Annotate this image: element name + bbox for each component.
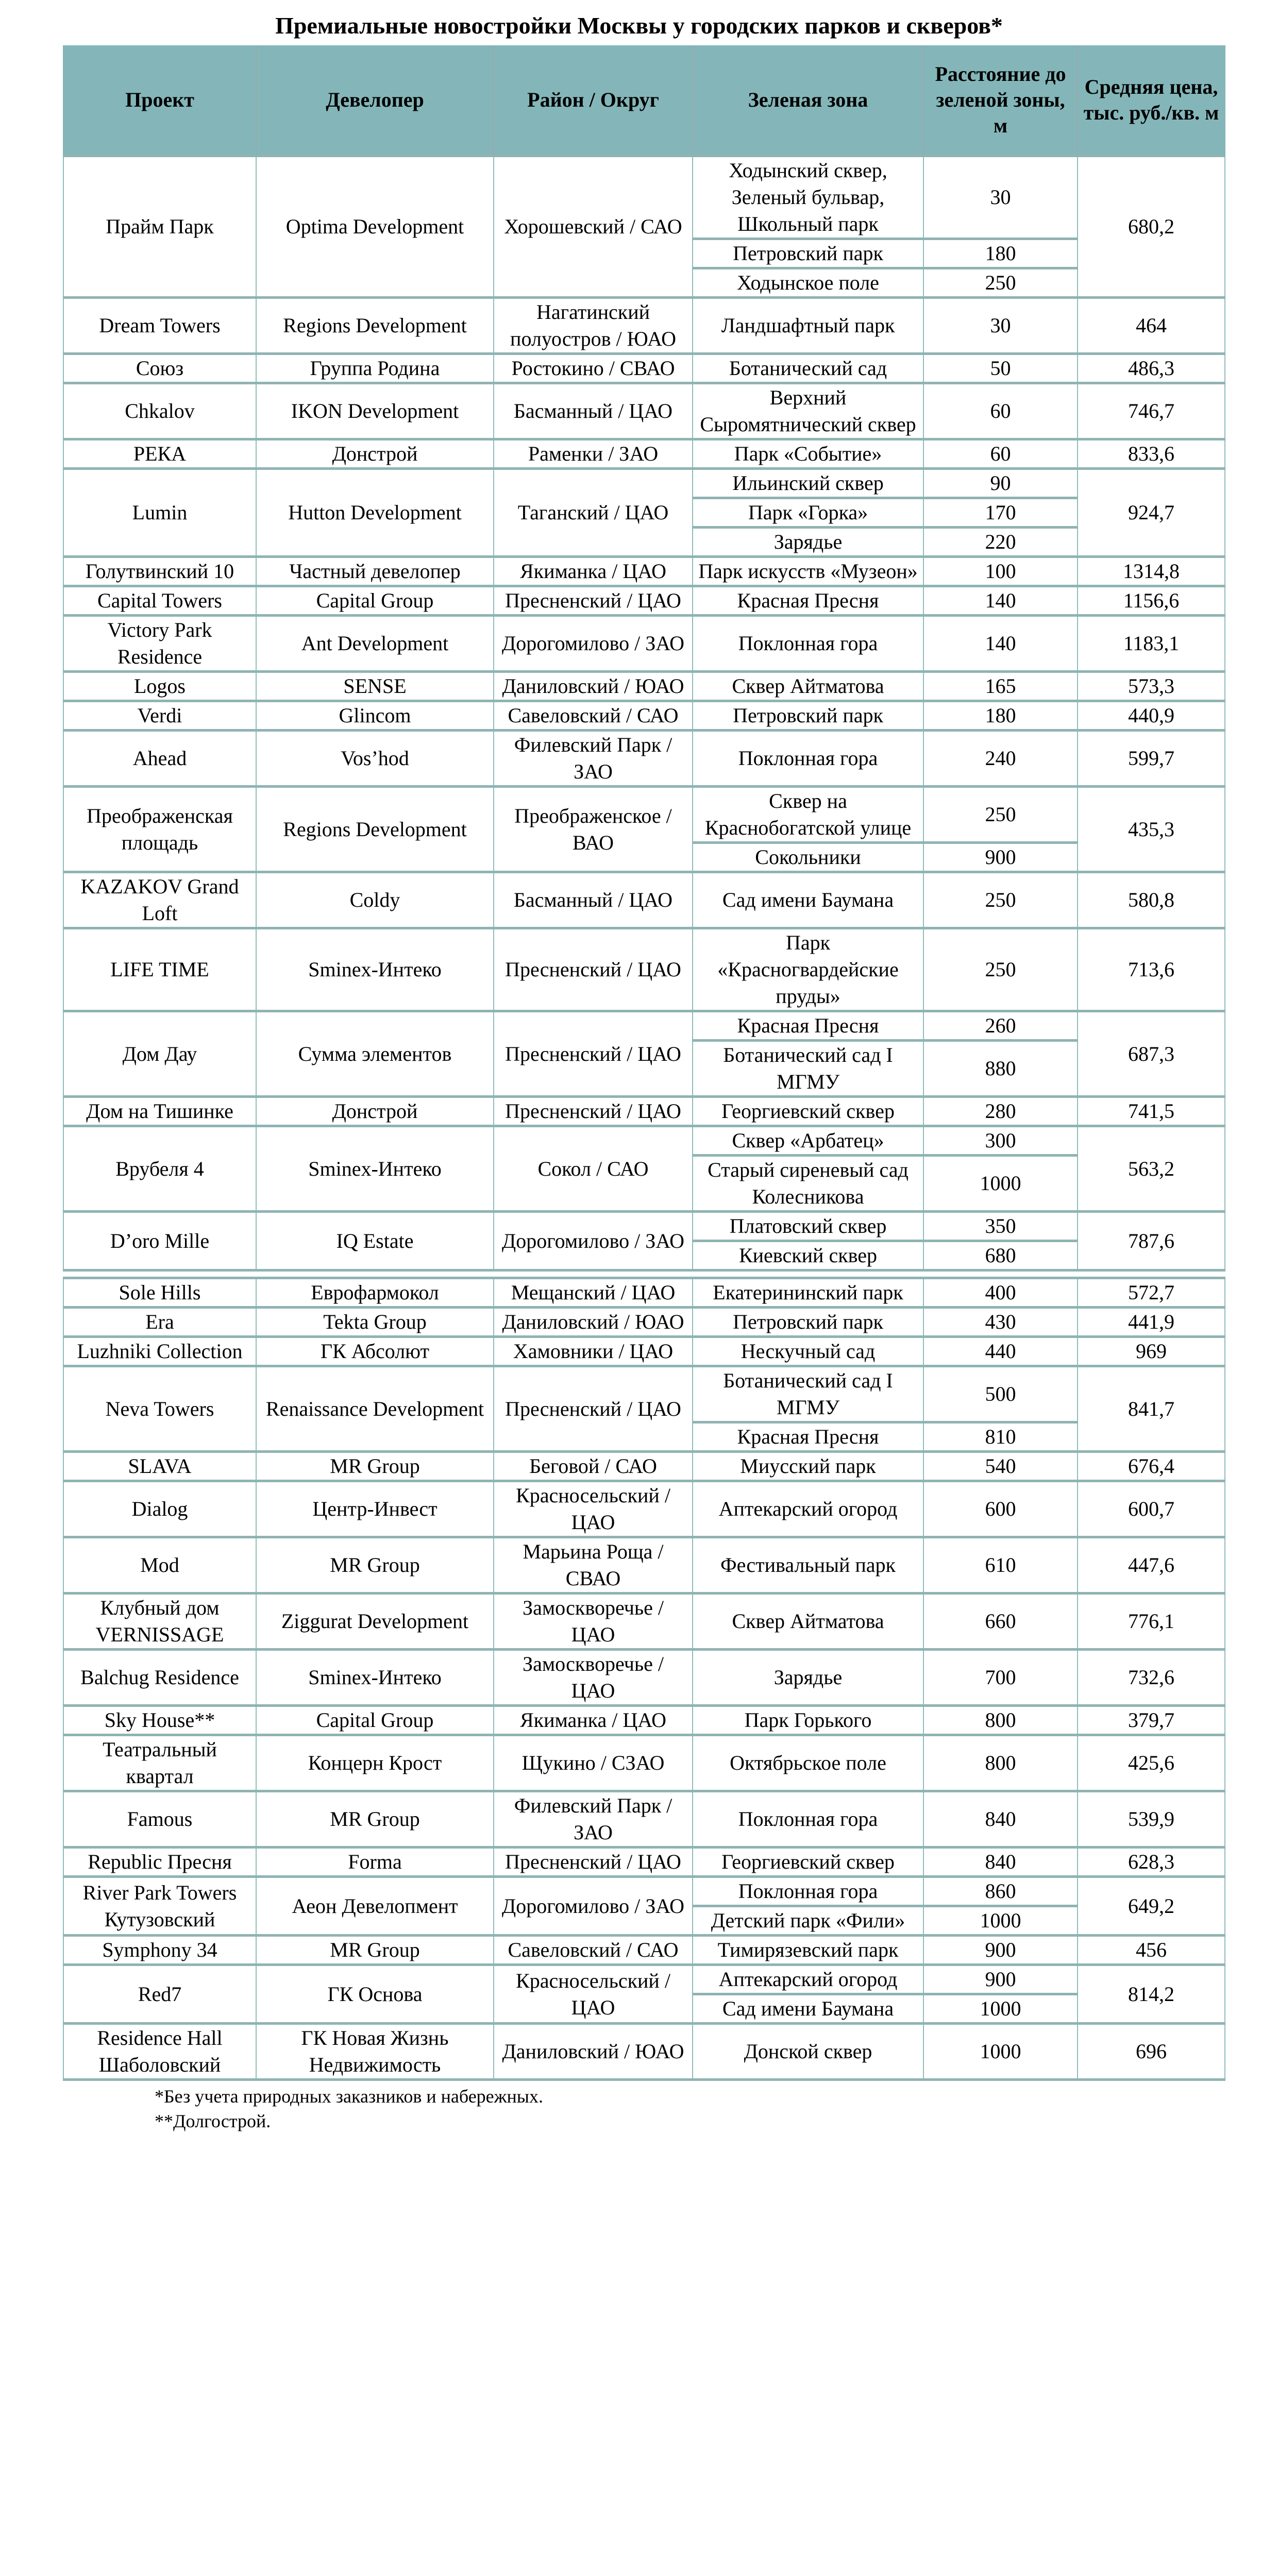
price-cell: 600,7	[1078, 1481, 1225, 1537]
project-cell: Прайм Парк	[63, 156, 256, 298]
developer-cell: ГК Основа	[256, 1965, 494, 2024]
green-zone-cell: Тимирязевский парк	[693, 1936, 923, 1965]
price-cell: 599,7	[1078, 731, 1225, 787]
table-row	[63, 928, 1225, 1011]
project-cell: Chkalov	[63, 383, 256, 439]
price-cell: 456	[1078, 1936, 1225, 1965]
table-row	[63, 672, 1225, 701]
new-buildings-table	[63, 45, 1225, 2081]
green-zone-cell: Сквер Айтматова	[693, 672, 923, 701]
distance-cell: 400	[923, 1278, 1078, 1308]
developer-cell: Hutton Development	[256, 469, 494, 557]
developer-cell: SENSE	[256, 672, 494, 701]
table-row	[63, 1791, 1225, 1848]
green-zone-cell: Парк Горького	[693, 1706, 923, 1735]
district-cell: Басманный / ЦАО	[494, 872, 693, 928]
project-cell: РЕКА	[63, 439, 256, 469]
price-cell: 741,5	[1078, 1097, 1225, 1126]
project-cell: Клубный дом VERNISSAGE	[63, 1594, 256, 1650]
table-row	[63, 354, 1225, 383]
green-zone-cell: Аптекарский огород	[693, 1481, 923, 1537]
district-cell: Хорошевский / САО	[494, 156, 693, 298]
table-row	[63, 439, 1225, 469]
project-cell: Врубеля 4	[63, 1126, 256, 1212]
district-cell: Пресненский / ЦАО	[494, 1366, 693, 1452]
developer-cell: Renaissance Development	[256, 1366, 494, 1452]
green-zone-cell: Петровский парк	[693, 1308, 923, 1337]
table-row	[63, 616, 1225, 672]
price-cell: 425,6	[1078, 1735, 1225, 1791]
project-cell: Republic Пресня	[63, 1848, 256, 1877]
green-zone-cell: Фестивальный парк	[693, 1537, 923, 1594]
price-cell: 464	[1078, 298, 1225, 354]
green-zone-cell: Парк «Событие»	[693, 439, 923, 469]
distance-cell: 600	[923, 1481, 1078, 1537]
district-cell: Хамовники / ЦАО	[494, 1337, 693, 1366]
green-zone-cell: Георгиевский сквер	[693, 1848, 923, 1877]
green-zone-cell: Зарядье	[693, 528, 923, 557]
developer-cell: Группа Родина	[256, 354, 494, 383]
table-row	[63, 1278, 1225, 1308]
developer-cell: Forma	[256, 1848, 494, 1877]
distance-cell: 250	[923, 268, 1078, 298]
developer-cell: ГК Новая Жизнь Недвижимость	[256, 2024, 494, 2080]
distance-cell: 1000	[923, 2024, 1078, 2080]
distance-cell: 860	[923, 1877, 1078, 1906]
project-cell: Victory Park Residence	[63, 616, 256, 672]
table-row	[63, 1848, 1225, 1877]
project-cell: Sole Hills	[63, 1278, 256, 1308]
column-header-green-zone: Зеленая зона	[693, 45, 923, 156]
price-cell: 1183,1	[1078, 616, 1225, 672]
distance-cell: 440	[923, 1337, 1078, 1366]
project-cell: Dialog	[63, 1481, 256, 1537]
developer-cell: Аеон Девелопмент	[256, 1877, 494, 1936]
project-cell: Lumin	[63, 469, 256, 557]
price-cell: 1314,8	[1078, 557, 1225, 586]
distance-cell: 30	[923, 298, 1078, 354]
green-zone-cell: Сквер Айтматова	[693, 1594, 923, 1650]
price-cell: 573,3	[1078, 672, 1225, 701]
distance-cell: 50	[923, 354, 1078, 383]
price-cell: 924,7	[1078, 469, 1225, 557]
developer-cell: Sminex-Интеко	[256, 928, 494, 1011]
price-cell: 776,1	[1078, 1594, 1225, 1650]
green-zone-cell: Парк «Горка»	[693, 498, 923, 528]
price-cell: 1156,6	[1078, 586, 1225, 616]
district-cell: Замоскворечье / ЦАО	[494, 1650, 693, 1706]
distance-cell: 430	[923, 1308, 1078, 1337]
project-cell: Ahead	[63, 731, 256, 787]
district-cell: Пресненский / ЦАО	[494, 928, 693, 1011]
green-zone-cell: Поклонная гора	[693, 616, 923, 672]
table-row	[63, 1650, 1225, 1706]
developer-cell: IKON Development	[256, 383, 494, 439]
project-cell: Союз	[63, 354, 256, 383]
project-cell: Sky House**	[63, 1706, 256, 1735]
column-header-developer: Девелопер	[256, 45, 494, 156]
project-cell: D’oro Mille	[63, 1212, 256, 1270]
green-zone-cell: Сад имени Баумана	[693, 1994, 923, 2024]
developer-cell: Coldy	[256, 872, 494, 928]
green-zone-cell: Сокольники	[693, 843, 923, 872]
table-row	[63, 1366, 1225, 1422]
district-cell: Басманный / ЦАО	[494, 383, 693, 439]
distance-cell: 800	[923, 1706, 1078, 1735]
price-cell: 969	[1078, 1337, 1225, 1366]
project-cell: LIFE TIME	[63, 928, 256, 1011]
green-zone-cell: Октябрьское поле	[693, 1735, 923, 1791]
distance-cell: 250	[923, 787, 1078, 843]
green-zone-cell: Ботанический сад I МГМУ	[693, 1041, 923, 1097]
price-cell: 379,7	[1078, 1706, 1225, 1735]
project-cell: Capital Towers	[63, 586, 256, 616]
green-zone-cell: Нескучный сад	[693, 1337, 923, 1366]
project-cell: Residence Hall Шаболовский	[63, 2024, 256, 2080]
developer-cell: Сумма элементов	[256, 1011, 494, 1097]
header-row	[63, 45, 1225, 156]
district-cell: Даниловский / ЮАО	[494, 1308, 693, 1337]
green-zone-cell: Красная Пресня	[693, 1011, 923, 1041]
district-cell: Якиманка / ЦАО	[494, 1706, 693, 1735]
developer-cell: MR Group	[256, 1791, 494, 1848]
project-cell: Verdi	[63, 701, 256, 731]
table-row	[63, 1011, 1225, 1041]
distance-cell: 180	[923, 239, 1078, 268]
developer-cell: MR Group	[256, 1452, 494, 1481]
developer-cell: ГК Абсолют	[256, 1337, 494, 1366]
green-zone-cell: Миусский парк	[693, 1452, 923, 1481]
table-row	[63, 1706, 1225, 1735]
price-cell: 441,9	[1078, 1308, 1225, 1337]
project-cell: Дом Дау	[63, 1011, 256, 1097]
developer-cell: MR Group	[256, 1537, 494, 1594]
district-cell: Дорогомилово / ЗАО	[494, 616, 693, 672]
district-cell: Нагатинский полуостров / ЮАО	[494, 298, 693, 354]
price-cell: 447,6	[1078, 1537, 1225, 1594]
table-row	[63, 872, 1225, 928]
district-cell: Дорогомилово / ЗАО	[494, 1877, 693, 1936]
new-buildings-table-container	[63, 45, 1224, 2081]
district-cell: Савеловский / САО	[494, 701, 693, 731]
distance-cell: 180	[923, 701, 1078, 731]
price-cell: 732,6	[1078, 1650, 1225, 1706]
price-cell: 539,9	[1078, 1791, 1225, 1848]
project-cell: Neva Towers	[63, 1366, 256, 1452]
project-cell: Театральный квартал	[63, 1735, 256, 1791]
district-cell: Пресненский / ЦАО	[494, 1097, 693, 1126]
distance-cell: 1000	[923, 1994, 1078, 2024]
column-header-distance: Расстояние до зеленой зоны, м	[923, 45, 1078, 156]
developer-cell: Capital Group	[256, 1706, 494, 1735]
footnotes	[155, 2084, 543, 2133]
table-title: Премиальные новостройки Москвы у городских парков и скверов*	[275, 12, 1003, 39]
distance-cell: 900	[923, 843, 1078, 872]
distance-cell: 30	[923, 156, 1078, 239]
distance-cell: 680	[923, 1241, 1078, 1270]
green-zone-cell: Сквер «Арбатец»	[693, 1126, 923, 1156]
district-cell: Савеловский / САО	[494, 1936, 693, 1965]
price-cell: 841,7	[1078, 1366, 1225, 1452]
table-row	[63, 1735, 1225, 1791]
district-cell: Раменки / ЗАО	[494, 439, 693, 469]
district-cell: Дорогомилово / ЗАО	[494, 1212, 693, 1270]
project-cell: Balchug Residence	[63, 1650, 256, 1706]
table-header	[63, 45, 1225, 156]
developer-cell: Ant Development	[256, 616, 494, 672]
developer-cell: IQ Estate	[256, 1212, 494, 1270]
column-header-district: Район / Округ	[494, 45, 693, 156]
table-row	[63, 1594, 1225, 1650]
footnote-long-term-construction: **Долгострой.	[155, 2111, 271, 2131]
price-cell: 628,3	[1078, 1848, 1225, 1877]
green-zone-cell: Парк искусств «Музеон»	[693, 557, 923, 586]
district-cell: Щукино / СЗАО	[494, 1735, 693, 1791]
green-zone-cell: Детский парк «Фили»	[693, 1906, 923, 1936]
district-cell: Пресненский / ЦАО	[494, 1011, 693, 1097]
project-cell: River Park Towers Кутузовский	[63, 1877, 256, 1936]
distance-cell: 220	[923, 528, 1078, 557]
green-zone-cell: Ходынский сквер, Зеленый бульвар, Школьный парк	[693, 156, 923, 239]
green-zone-cell: Старый сиреневый сад Колесникова	[693, 1156, 923, 1212]
developer-cell: Regions Development	[256, 787, 494, 872]
price-cell: 435,3	[1078, 787, 1225, 872]
district-cell: Красносельский / ЦАО	[494, 1965, 693, 2024]
page-break-spacer	[63, 1270, 1225, 1278]
distance-cell: 900	[923, 1965, 1078, 1994]
distance-cell: 500	[923, 1366, 1078, 1422]
green-zone-cell: Ботанический сад I МГМУ	[693, 1366, 923, 1422]
district-cell: Беговой / САО	[494, 1452, 693, 1481]
green-zone-cell: Платовский сквер	[693, 1212, 923, 1241]
table-row	[63, 1936, 1225, 1965]
table-row	[63, 1877, 1225, 1906]
district-cell: Мещанский / ЦАО	[494, 1278, 693, 1308]
distance-cell: 840	[923, 1848, 1078, 1877]
distance-cell: 250	[923, 928, 1078, 1011]
price-cell: 580,8	[1078, 872, 1225, 928]
distance-cell: 240	[923, 731, 1078, 787]
district-cell: Даниловский / ЮАО	[494, 672, 693, 701]
district-cell: Даниловский / ЮАО	[494, 2024, 693, 2080]
table-row	[63, 469, 1225, 498]
distance-cell: 250	[923, 872, 1078, 928]
price-cell: 572,7	[1078, 1278, 1225, 1308]
price-cell: 649,2	[1078, 1877, 1225, 1936]
price-cell: 833,6	[1078, 439, 1225, 469]
price-cell: 814,2	[1078, 1965, 1225, 2024]
green-zone-cell: Донской сквер	[693, 2024, 923, 2080]
distance-cell: 880	[923, 1041, 1078, 1097]
distance-cell: 700	[923, 1650, 1078, 1706]
table-row	[63, 383, 1225, 439]
table-row	[63, 787, 1225, 843]
green-zone-cell: Ботанический сад	[693, 354, 923, 383]
green-zone-cell: Аптекарский огород	[693, 1965, 923, 1994]
developer-cell: Sminex-Интеко	[256, 1126, 494, 1212]
developer-cell: Донстрой	[256, 439, 494, 469]
table-row	[63, 701, 1225, 731]
distance-cell: 280	[923, 1097, 1078, 1126]
developer-cell: Capital Group	[256, 586, 494, 616]
table-row	[63, 298, 1225, 354]
distance-cell: 100	[923, 557, 1078, 586]
district-cell: Пресненский / ЦАО	[494, 1848, 693, 1877]
price-cell: 687,3	[1078, 1011, 1225, 1097]
project-cell: Logos	[63, 672, 256, 701]
price-cell: 680,2	[1078, 156, 1225, 298]
district-cell: Филевский Парк / ЗАО	[494, 731, 693, 787]
table-body	[63, 156, 1225, 2080]
table-row	[63, 1337, 1225, 1366]
green-zone-cell: Ландшафтный парк	[693, 298, 923, 354]
distance-cell: 800	[923, 1735, 1078, 1791]
distance-cell: 60	[923, 383, 1078, 439]
distance-cell: 165	[923, 672, 1078, 701]
district-cell: Якиманка / ЦАО	[494, 557, 693, 586]
developer-cell: MR Group	[256, 1936, 494, 1965]
project-cell: Голутвинский 10	[63, 557, 256, 586]
developer-cell: Частный девелопер	[256, 557, 494, 586]
project-cell: Red7	[63, 1965, 256, 2024]
district-cell: Красносельский / ЦАО	[494, 1481, 693, 1537]
district-cell: Ростокино / СВАО	[494, 354, 693, 383]
developer-cell: Донстрой	[256, 1097, 494, 1126]
distance-cell: 170	[923, 498, 1078, 528]
table-row	[63, 1537, 1225, 1594]
district-cell: Преображенское / ВАО	[494, 787, 693, 872]
table-row	[63, 1212, 1225, 1241]
project-cell: Era	[63, 1308, 256, 1337]
green-zone-cell: Красная Пресня	[693, 586, 923, 616]
column-header-project: Проект	[63, 45, 256, 156]
green-zone-cell: Георгиевский сквер	[693, 1097, 923, 1126]
green-zone-cell: Красная Пресня	[693, 1422, 923, 1452]
district-cell: Сокол / САО	[494, 1126, 693, 1212]
district-cell: Замоскворечье / ЦАО	[494, 1594, 693, 1650]
green-zone-cell: Парк «Красногвардейские пруды»	[693, 928, 923, 1011]
green-zone-cell: Киевский сквер	[693, 1241, 923, 1270]
developer-cell: Ziggurat Development	[256, 1594, 494, 1650]
developer-cell: Еврофармокол	[256, 1278, 494, 1308]
project-cell: Symphony 34	[63, 1936, 256, 1965]
project-cell: Luzhniki Collection	[63, 1337, 256, 1366]
project-cell: Famous	[63, 1791, 256, 1848]
table-row	[63, 731, 1225, 787]
price-cell: 486,3	[1078, 354, 1225, 383]
distance-cell: 350	[923, 1212, 1078, 1241]
distance-cell: 540	[923, 1452, 1078, 1481]
footnote-excluded-reserves: *Без учета природных заказников и набережных.	[155, 2086, 543, 2107]
distance-cell: 1000	[923, 1156, 1078, 1212]
table-row	[63, 586, 1225, 616]
project-cell: Дом на Тишинке	[63, 1097, 256, 1126]
green-zone-cell: Петровский парк	[693, 239, 923, 268]
green-zone-cell: Поклонная гора	[693, 731, 923, 787]
green-zone-cell: Поклонная гора	[693, 1877, 923, 1906]
developer-cell: Sminex-Интеко	[256, 1650, 494, 1706]
project-cell: Dream Towers	[63, 298, 256, 354]
column-header-price: Средняя цена, тыс. руб./кв. м	[1078, 45, 1225, 156]
developer-cell: Glincom	[256, 701, 494, 731]
distance-cell: 300	[923, 1126, 1078, 1156]
distance-cell: 610	[923, 1537, 1078, 1594]
green-zone-cell: Сквер на Краснобогатской улице	[693, 787, 923, 843]
green-zone-cell: Ходынское поле	[693, 268, 923, 298]
table-row	[63, 1481, 1225, 1537]
district-cell: Марьина Роща / СВАО	[494, 1537, 693, 1594]
distance-cell: 900	[923, 1936, 1078, 1965]
table-row	[63, 2024, 1225, 2080]
green-zone-cell: Екатерининский парк	[693, 1278, 923, 1308]
distance-cell: 260	[923, 1011, 1078, 1041]
project-cell: Преображенская площадь	[63, 787, 256, 872]
distance-cell: 90	[923, 469, 1078, 498]
developer-cell: Vos’hod	[256, 731, 494, 787]
developer-cell: Optima Development	[256, 156, 494, 298]
project-cell: Mod	[63, 1537, 256, 1594]
developer-cell: Tekta Group	[256, 1308, 494, 1337]
developer-cell: Концерн Крост	[256, 1735, 494, 1791]
table-row	[63, 1965, 1225, 1994]
green-zone-cell: Петровский парк	[693, 701, 923, 731]
distance-cell: 660	[923, 1594, 1078, 1650]
distance-cell: 140	[923, 586, 1078, 616]
green-zone-cell: Ильинский сквер	[693, 469, 923, 498]
developer-cell: Regions Development	[256, 298, 494, 354]
distance-cell: 810	[923, 1422, 1078, 1452]
table-row	[63, 1308, 1225, 1337]
table-row	[63, 557, 1225, 586]
green-zone-cell: Поклонная гора	[693, 1791, 923, 1848]
developer-cell: Центр-Инвест	[256, 1481, 494, 1537]
price-cell: 676,4	[1078, 1452, 1225, 1481]
price-cell: 440,9	[1078, 701, 1225, 731]
distance-cell: 1000	[923, 1906, 1078, 1936]
price-cell: 746,7	[1078, 383, 1225, 439]
green-zone-cell: Верхний Сыромятнический сквер	[693, 383, 923, 439]
table-row	[63, 156, 1225, 239]
district-cell: Пресненский / ЦАО	[494, 586, 693, 616]
green-zone-cell: Зарядье	[693, 1650, 923, 1706]
page-break-gap	[63, 1270, 1225, 1278]
distance-cell: 60	[923, 439, 1078, 469]
district-cell: Филевский Парк / ЗАО	[494, 1791, 693, 1848]
table-row	[63, 1126, 1225, 1156]
project-cell: KAZAKOV Grand Loft	[63, 872, 256, 928]
project-cell: SLAVA	[63, 1452, 256, 1481]
price-cell: 696	[1078, 2024, 1225, 2080]
distance-cell: 140	[923, 616, 1078, 672]
table-row	[63, 1452, 1225, 1481]
distance-cell: 840	[923, 1791, 1078, 1848]
price-cell: 713,6	[1078, 928, 1225, 1011]
price-cell: 787,6	[1078, 1212, 1225, 1270]
district-cell: Таганский / ЦАО	[494, 469, 693, 557]
green-zone-cell: Сад имени Баумана	[693, 872, 923, 928]
table-row	[63, 1097, 1225, 1126]
price-cell: 563,2	[1078, 1126, 1225, 1212]
